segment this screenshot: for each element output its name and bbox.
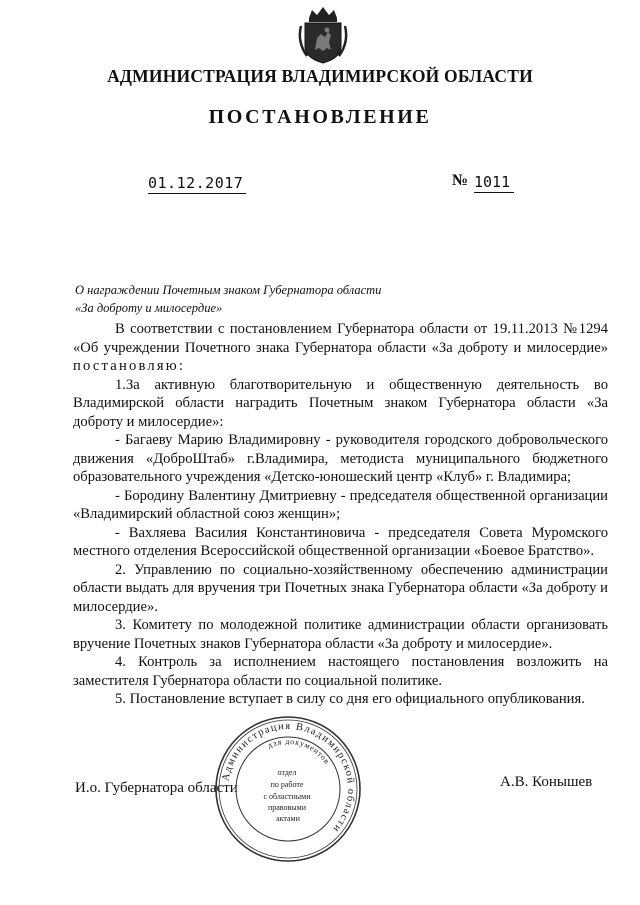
item-2: 2. Управлению по социально-хозяйственному обеспечению администрации области выдать для вручения три Почетных знака Губернатора области «За доброту и милосердие». bbox=[73, 561, 608, 615]
awardee-3: - Вахляева Василия Константиновича - председателя Совета Муромского местного отделения Всероссийской общественной организации «Боевое Братство». bbox=[73, 524, 608, 559]
official-stamp bbox=[214, 715, 362, 863]
signatory-position: И.о. Губернатора области bbox=[75, 780, 238, 796]
stamp-line-4: правовыми bbox=[267, 803, 307, 812]
intro-text: В соответствии с постановлением Губернатора области от 19.11.2013 №1294 «Об учреждении Почетного знака Губернатора области «За доброту и милосердие» bbox=[73, 321, 608, 356]
document-body bbox=[73, 320, 608, 709]
signatory-name: А.В. Конышев bbox=[500, 774, 593, 790]
stamp-line-3: с областными bbox=[263, 792, 311, 801]
subject-line-1: О награждении Почетным знаком Губернатора области bbox=[75, 283, 382, 297]
stamp-inner-text: для документов bbox=[266, 736, 332, 766]
item-3: 3. Комитету по молодежной политике администрации области организовать вручение Почетных знаков Губернатора области «За доброту и милосердие». bbox=[73, 617, 608, 652]
item-4: 4. Контроль за исполнением настоящего постановления возложить на заместителя Губернатора области по социальной политике. bbox=[73, 654, 608, 689]
stamp-outer-text: Администрация Владимирской области bbox=[220, 720, 357, 835]
item-1: 1.За активную благотворительную и общественную деятельность во Владимирской области наградить Почетным знаком Губернатора области «За доброту и милосердие»: bbox=[73, 376, 608, 430]
organization-name: АДМИНИСТРАЦИЯ ВЛАДИМИРСКОЙ ОБЛАСТИ bbox=[107, 66, 533, 86]
stamp-line-2: по работе bbox=[270, 780, 304, 789]
stamp-line-5: актами bbox=[276, 814, 300, 823]
stamp-line-1: отдел bbox=[277, 768, 297, 777]
document-date: 01.12.2017 bbox=[148, 174, 246, 194]
subject-line-2: «За доброту и милосердие» bbox=[75, 301, 223, 315]
svg-text:отдел по работе с обла bbox=[263, 768, 312, 823]
resolve-text: постановляю: bbox=[73, 358, 186, 374]
intro-paragraph bbox=[73, 320, 608, 376]
document-type-title: ПОСТАНОВЛЕНИЕ bbox=[208, 106, 432, 128]
document-subject bbox=[75, 281, 381, 317]
awardee-2: - Бородину Валентину Дмитриевну - председателя общественной организации «Владимирский областной союз женщин»; bbox=[73, 487, 608, 522]
item-5: 5. Постановление вступает в силу со дня его официального опубликования. bbox=[115, 691, 585, 707]
awardee-1: - Багаеву Марию Владимировну - руководителя городского добровольческого движения «ДоброШтаб» г.Владимира, методиста муниципального бюджетного образовательного учреждения «Детско-юношеский центр «Клуб» г. Владимира; bbox=[73, 432, 608, 485]
document-number: 1011 bbox=[474, 173, 514, 193]
coat-of-arms-emblem bbox=[295, 4, 351, 64]
number-label: № bbox=[452, 172, 469, 189]
